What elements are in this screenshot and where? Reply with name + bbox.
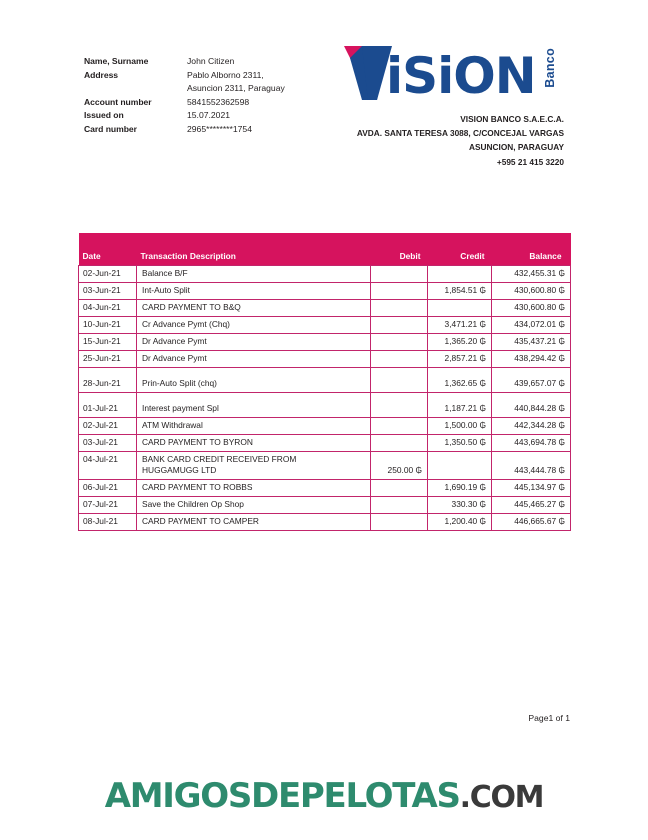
cell-description: ATM Withdrawal bbox=[137, 417, 371, 434]
table-row bbox=[79, 299, 571, 316]
bank-address-line: ASUNCION, PARAGUAY bbox=[469, 142, 564, 153]
table-header bbox=[79, 233, 571, 265]
table-row bbox=[79, 282, 571, 299]
cell-credit: 1,854.51 ₲ bbox=[428, 282, 492, 299]
cell-description: Prin-Auto Split (chq) bbox=[137, 367, 371, 392]
cell-debit bbox=[371, 496, 428, 513]
cell-balance: 445,134.97 ₲ bbox=[492, 479, 571, 496]
cell-balance: 434,072.01 ₲ bbox=[492, 316, 571, 333]
cell-balance: 443,444.78 ₲ bbox=[492, 451, 571, 479]
page-number: Page1 of 1 bbox=[528, 713, 570, 723]
table-header-row bbox=[79, 233, 571, 265]
table-row bbox=[79, 316, 571, 333]
cell-debit bbox=[371, 513, 428, 530]
bank-address-block bbox=[264, 112, 564, 169]
cell-balance: 430,600.80 ₲ bbox=[492, 282, 571, 299]
table-row bbox=[79, 513, 571, 530]
table-row bbox=[79, 367, 571, 392]
cell-date: 07-Jul-21 bbox=[79, 496, 137, 513]
cell-balance: 443,694.78 ₲ bbox=[492, 434, 571, 451]
cell-date: 02-Jun-21 bbox=[79, 265, 137, 282]
bank-address-line: VISION BANCO S.A.E.C.A. bbox=[460, 114, 564, 124]
cell-date: 06-Jul-21 bbox=[79, 479, 137, 496]
column-header-description: Transaction Description bbox=[137, 233, 371, 265]
cell-debit bbox=[371, 282, 428, 299]
column-header-balance: Balance bbox=[492, 233, 571, 265]
account-field-label: Card number bbox=[84, 123, 137, 134]
cell-credit: 1,365.20 ₲ bbox=[428, 333, 492, 350]
cell-date: 10-Jun-21 bbox=[79, 316, 137, 333]
svg-text:iSiON: iSiON bbox=[386, 47, 536, 102]
cell-debit bbox=[371, 299, 428, 316]
cell-credit bbox=[428, 265, 492, 282]
cell-debit bbox=[371, 392, 428, 417]
cell-description: Dr Advance Pymt bbox=[137, 350, 371, 367]
account-field-address-line2 bbox=[84, 82, 285, 96]
transactions-table bbox=[78, 233, 571, 531]
cell-description: Save the Children Op Shop bbox=[137, 496, 371, 513]
cell-description: CARD PAYMENT TO BYRON bbox=[137, 434, 371, 451]
cell-debit: 250.00 ₲ bbox=[371, 451, 428, 479]
cell-credit: 1,362.65 ₲ bbox=[428, 367, 492, 392]
account-field-value: 2965********1754 bbox=[187, 123, 252, 134]
cell-debit bbox=[371, 479, 428, 496]
cell-description: CARD PAYMENT TO B&Q bbox=[137, 299, 371, 316]
cell-credit bbox=[428, 451, 492, 479]
account-field-label: Address bbox=[84, 69, 119, 80]
description-line-2: HUGGAMUGG LTD bbox=[142, 465, 217, 475]
account-field-label: Account number bbox=[84, 96, 152, 107]
watermark-tld: .COM bbox=[459, 780, 544, 815]
cell-balance: 445,465.27 ₲ bbox=[492, 496, 571, 513]
cell-credit: 1,350.50 ₲ bbox=[428, 434, 492, 451]
cell-date: 08-Jul-21 bbox=[79, 513, 137, 530]
account-field-label: Name, Surname bbox=[84, 56, 149, 66]
cell-balance: 435,437.21 ₲ bbox=[492, 333, 571, 350]
description-line-1: BANK CARD CREDIT RECEIVED FROM bbox=[142, 453, 297, 464]
cell-debit bbox=[371, 265, 428, 282]
logo-banco-text: Banco bbox=[543, 48, 557, 88]
cell-credit: 1,187.21 ₲ bbox=[428, 392, 492, 417]
bank-address-line: AVDA. SANTA TERESA 3088, C/CONCEJAL VARGAS bbox=[356, 128, 564, 139]
cell-description: Cr Advance Pymt (Chq) bbox=[137, 316, 371, 333]
table-row bbox=[79, 479, 571, 496]
bank-address-line: +595 21 415 3220 bbox=[496, 156, 564, 167]
column-header-credit: Credit bbox=[428, 233, 492, 265]
cell-credit: 330.30 ₲ bbox=[428, 496, 492, 513]
cell-date: 25-Jun-21 bbox=[79, 350, 137, 367]
cell-date: 02-Jul-21 bbox=[79, 417, 137, 434]
cell-balance: 430,600.80 ₲ bbox=[492, 299, 571, 316]
cell-balance: 432,455.31 ₲ bbox=[492, 265, 571, 282]
cell-date: 28-Jun-21 bbox=[79, 367, 137, 392]
cell-description: CARD PAYMENT TO CAMPER bbox=[137, 513, 371, 530]
column-header-debit: Debit bbox=[371, 233, 428, 265]
table-row bbox=[79, 417, 571, 434]
account-field-value-continued: Asuncion 2311, Paraguay bbox=[187, 83, 285, 94]
cell-date: 15-Jun-21 bbox=[79, 333, 137, 350]
cell-credit: 3,471.21 ₲ bbox=[428, 316, 492, 333]
table-row bbox=[79, 350, 571, 367]
cell-date: 03-Jun-21 bbox=[79, 282, 137, 299]
cell-date: 04-Jun-21 bbox=[79, 299, 137, 316]
account-field-value: John Citizen bbox=[187, 56, 235, 66]
account-details-block bbox=[84, 55, 285, 137]
cell-credit: 1,200.40 ₲ bbox=[428, 513, 492, 530]
account-field-value: 5841552362598 bbox=[187, 96, 250, 107]
vision-logo-icon bbox=[344, 44, 540, 102]
cell-balance: 446,665.67 ₲ bbox=[492, 513, 571, 530]
cell-balance: 442,344.28 ₲ bbox=[492, 417, 571, 434]
cell-description bbox=[137, 451, 371, 479]
cell-balance: 440,844.28 ₲ bbox=[492, 392, 571, 417]
cell-description: Balance B/F bbox=[137, 265, 371, 282]
cell-credit: 2,857.21 ₲ bbox=[428, 350, 492, 367]
cell-debit bbox=[371, 434, 428, 451]
document-header bbox=[0, 0, 648, 200]
account-field-account-number bbox=[84, 96, 285, 110]
cell-description: Dr Advance Pymt bbox=[137, 333, 371, 350]
cell-date: 03-Jul-21 bbox=[79, 434, 137, 451]
watermark-main: AMIGOSDEPELOTAS bbox=[104, 776, 460, 816]
account-field-value: Pablo Alborno 2311, bbox=[187, 69, 264, 80]
account-field-name bbox=[84, 55, 285, 69]
cell-balance: 439,657.07 ₲ bbox=[492, 367, 571, 392]
column-header-date: Date bbox=[79, 233, 137, 265]
bank-logo bbox=[344, 44, 556, 102]
site-watermark bbox=[0, 776, 648, 816]
account-field-card-number bbox=[84, 123, 285, 137]
table-row bbox=[79, 451, 571, 479]
table-row bbox=[79, 434, 571, 451]
cell-debit bbox=[371, 367, 428, 392]
cell-credit: 1,690.19 ₲ bbox=[428, 479, 492, 496]
transactions-table-wrapper bbox=[78, 233, 570, 531]
cell-credit: 1,500.00 ₲ bbox=[428, 417, 492, 434]
cell-description: Interest payment Spl bbox=[137, 392, 371, 417]
cell-date: 04-Jul-21 bbox=[79, 451, 137, 479]
table-body bbox=[79, 265, 571, 530]
cell-description: Int-Auto Split bbox=[137, 282, 371, 299]
cell-description: CARD PAYMENT TO ROBBS bbox=[137, 479, 371, 496]
account-field-label: Issued on bbox=[84, 110, 124, 121]
cell-date: 01-Jul-21 bbox=[79, 392, 137, 417]
table-row bbox=[79, 333, 571, 350]
table-row bbox=[79, 265, 571, 282]
cell-debit bbox=[371, 316, 428, 333]
account-field-value: 15.07.2021 bbox=[187, 110, 231, 121]
cell-debit bbox=[371, 417, 428, 434]
account-field-issued-on bbox=[84, 109, 285, 123]
cell-debit bbox=[371, 333, 428, 350]
table-row bbox=[79, 496, 571, 513]
table-row bbox=[79, 392, 571, 417]
cell-debit bbox=[371, 350, 428, 367]
cell-credit bbox=[428, 299, 492, 316]
cell-balance: 438,294.42 ₲ bbox=[492, 350, 571, 367]
account-field-address bbox=[84, 69, 285, 83]
